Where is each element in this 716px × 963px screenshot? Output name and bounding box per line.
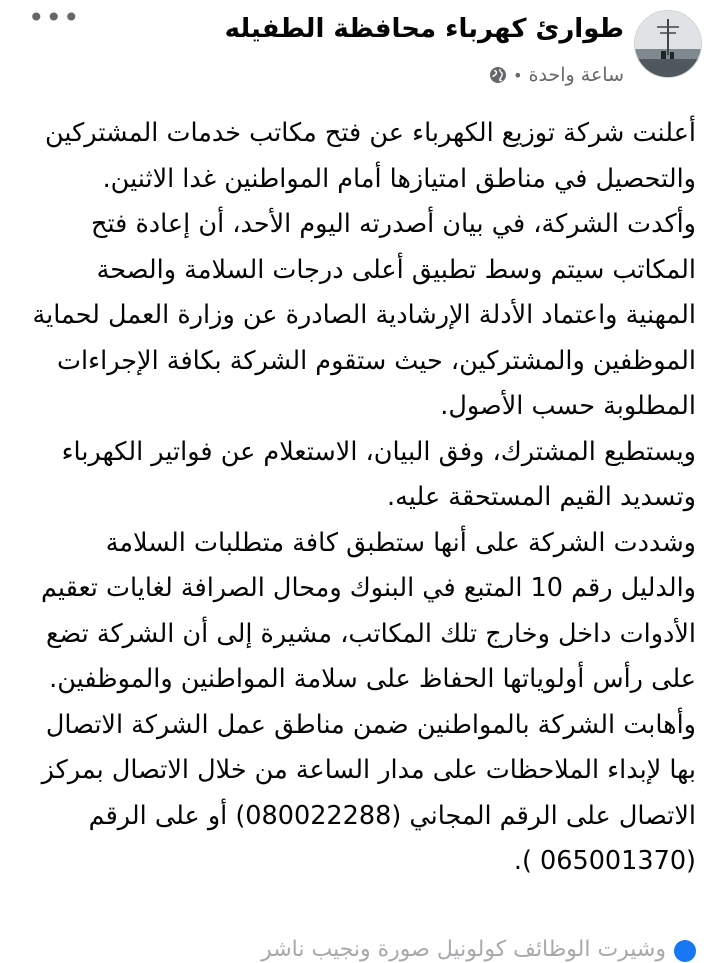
post-paragraph: وشددت الشركة على أنها ستطبق كافة متطلبات السلامة والدليل رقم 10 المتبع في البنوك ومحال الصرافة لغايات تعقيم الأدوات داخل وخارج تلك المكاتب، مشيرة إلى أن الشركة تضع على رأس أولوياتها الحفاظ على سلامة المواطنين والموظفين. (40, 527, 696, 694)
post-meta (489, 64, 624, 86)
post-header (0, 0, 716, 105)
post-paragraph: وأهابت الشركة بالمواطنين ضمن مناطق عمل الشركة الاتصال بها لإبداء الملاحظات على مدار الساعة من خلال الاتصال بمركز الاتصال على الرقم المجاني (080022288) أو على الرقم (065001370 ). (41, 709, 696, 876)
page-name-link[interactable]: طوارئ كهرباء محافظة الطفيله (224, 14, 624, 44)
globe-icon[interactable] (489, 66, 507, 84)
post-text (24, 111, 696, 885)
more-options-icon[interactable]: ••• (28, 1, 81, 34)
post-paragraph: وأكدت الشركة، في بيان أصدرته اليوم الأحد، أن إعادة فتح المكاتب سيتم وسط تطبيق أعلى درجات السلامة والصحة المهنية واعتماد الأدلة الإرشادية الصادرة عن وزارة العمل لحماية الموظفين والمشتركين، حيث ستقوم الشركة بكافة الإجراءات المطلوبة حسب الأصول. (32, 209, 696, 421)
avatar-photo (635, 11, 701, 77)
post-paragraph: أعلنت شركة توزيع الكهرباء عن فتح مكاتب خدمات المشتركين والتحصيل في مناطق امتيازها أمام المواطنين غدا الاثنين. (45, 118, 696, 194)
reactions-bar[interactable] (0, 933, 716, 963)
reactions-text[interactable]: وشيرت الوظائف كولونيل صورة ونجيب ناشر (261, 937, 666, 962)
post-time[interactable]: ساعة واحدة (528, 64, 624, 86)
meta-separator: • (513, 65, 523, 85)
page-avatar[interactable] (634, 10, 702, 78)
post-paragraph: ويستطيع المشترك، وفق البيان، الاستعلام عن فواتير الكهرباء وتسديد القيم المستحقة عليه. (61, 436, 696, 512)
like-icon (674, 940, 696, 962)
